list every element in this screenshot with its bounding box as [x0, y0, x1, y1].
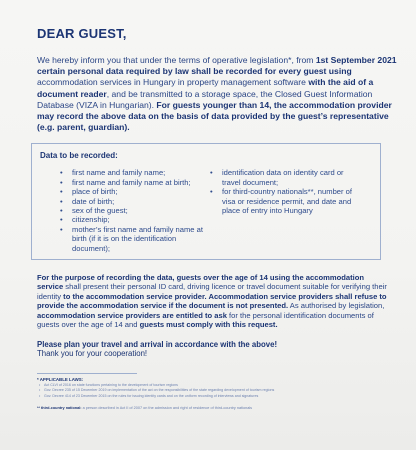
para-text-2: As authorised by legislation,	[288, 301, 385, 311]
list-item: • mother’s first name and family name at birth (if it is on the identification document);	[38, 225, 208, 253]
para-bold-3: accommodation service providers are entitled to ask	[37, 310, 227, 320]
intro-bold-2: with the aid of a document reader	[37, 77, 374, 99]
para-bold-4: guests must comply with this request.	[139, 320, 278, 330]
intro-bold-3: For guests younger than 14, the accommodation provider may record the above data on the basis of data provided by the guest’s representative (e.g. parent, guardian).	[37, 99, 392, 133]
list-item: • date of birth;	[38, 197, 208, 206]
list-item: • sex of the guest;	[38, 206, 208, 215]
data-list-right	[208, 168, 358, 253]
closing-paragraph	[37, 340, 404, 360]
closing-thanks: Thank you for your cooperation!	[37, 349, 148, 359]
intro-text-3: , and be transmitted to a storage space, the Closed Guest Information Database (VIZA in Hungarian).	[37, 88, 373, 110]
law-item: • Gov. Decree 414 of 23 December 2015 on the rules for issuing identity cards and on the uniform recording of interviews and signatures	[37, 394, 404, 399]
intro-text-2: accommodation services in Hungary in property management software	[37, 77, 309, 88]
intro-paragraph	[37, 55, 404, 133]
para-text-3: for the personal identification documents of guests over the age of 14 and	[37, 310, 374, 330]
list-item: • first name and family name at birth;	[38, 178, 208, 187]
list-item: • identification data on identity card or travel document;	[208, 168, 358, 187]
closing-bold: Please plan your travel and arrival in accordance with the above!	[37, 339, 278, 349]
document-requirement-paragraph	[37, 273, 392, 329]
footnote-divider	[37, 373, 137, 374]
list-item: • citizenship;	[38, 215, 208, 224]
law-item: • Gov. Decree 235 of 15 December 2019 on implementation of the act on the responsibilities of the state regarding development of tourism regions	[37, 388, 404, 393]
page-title: DEAR GUEST,	[37, 26, 127, 41]
para-bold-1: For the purpose of recording the data, guests over the age of 14 using the accommodation service	[37, 273, 365, 292]
list-item: • for third-country nationals**, number of visa or residence permit, and date and place of entry into Hungary	[208, 187, 358, 215]
data-to-record-box	[31, 143, 381, 260]
para-text-1: shall present their personal ID card, driving licence or travel document suitable for verifying their identity	[37, 282, 387, 301]
intro-text-1: We hereby inform you that under the terms of operative legislation*, from	[37, 55, 316, 65]
data-box-heading: Data to be recorded:	[40, 151, 118, 161]
data-list-left	[38, 168, 208, 253]
intro-bold-1: 1st September 2021 certain personal data required by law shall be recorded for every guest using	[37, 55, 397, 77]
third-country-footnote	[37, 406, 404, 410]
list-item: • place of birth;	[38, 187, 208, 196]
laws-heading: * APPLICABLE LAWS:	[37, 377, 84, 383]
note-text: a person described in Act II of 2007 on the admission and right of residence of third-country nationals	[81, 405, 253, 410]
law-item: • Act CLVI of 2016 on state functions pertaining to the development of tourism regions	[37, 383, 404, 388]
note-bold: ** third-country national:	[37, 405, 82, 410]
list-item: • first name and family name;	[38, 168, 208, 177]
para-bold-2: to the accommodation service provider. Accommodation service providers shall refuse to provide the accommodation service if the document is not presented.	[37, 291, 387, 311]
